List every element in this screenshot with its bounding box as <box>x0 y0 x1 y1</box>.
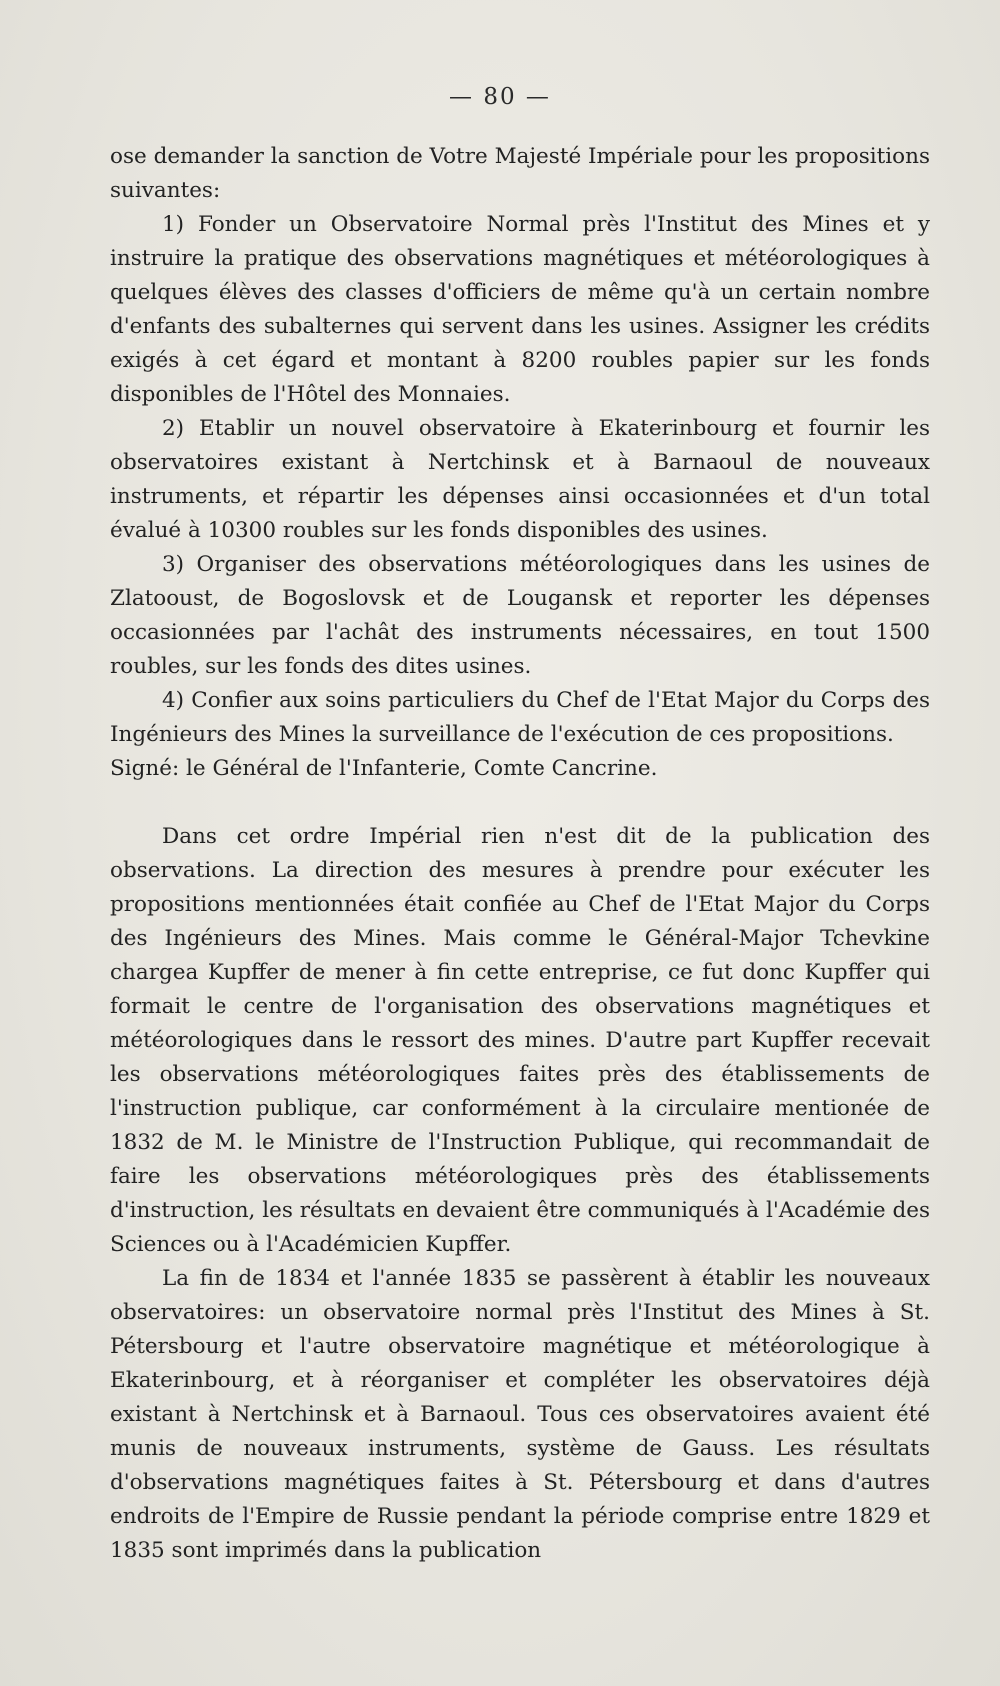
intro-paragraph: ose demander la sanction de Votre Majesté Impériale pour les propositions suivantes: <box>110 144 930 203</box>
proposal-item-4: 4) Confier aux soins particuliers du Chef de l'Etat Major du Corps des Ingénieurs des Mines la surveillance de l'exécution de ces propositions. <box>110 688 930 747</box>
page-number: — 80 — <box>449 84 551 110</box>
body-paragraph-1: Dans cet ordre Impérial rien n'est dit de la publication des observations. La direction des mesures à prendre pour exécuter les propositions mentionnées était confiée au Chef de l'Etat Major du Corps des Ingénieurs des Mines. Mais comme le Général-Major Tchevkine chargea Kupffer de mener à fin cette entreprise, ce fut donc Kupffer qui formait le centre de l'organisation des observations magnétiques et météorologiques dans le ressort des mines. D'autre part Kupffer recevait les observations météorologiques faites près des établissements de l'instruction publique, car conformément à la circulaire mentionée de 1832 de M. le Ministre de l'Instruction Publique, qui recommandait de faire les observations météorologiques près des établissements d'instruction, les résultats en devaient être communiqués à l'Académie des Sciences ou à l'Académicien Kupffer. <box>110 824 930 1257</box>
body-paragraph-2: La fin de 1834 et l'année 1835 se passèrent à établir les nouveaux observatoires: un observatoire normal près l'Institut des Mines à St. Pétersbourg et l'autre observatoire magnétique et météorologique à Ekaterinbourg, et à réorganiser et compléter les observatoires déjà existant à Nertchinsk et à Barnaoul. Tous ces observatoires avaient été munis de nouveaux instruments, système de Gauss. Les résultats d'observations magnétiques faites à St. Pétersbourg et dans d'autres endroits de l'Empire de Russie pendant la période comprise entre 1829 et 1835 sont imprimés dans la publication <box>110 1266 930 1563</box>
signature-line: Signé: le Général de l'Infanterie, Comte Cancrine. <box>110 756 658 781</box>
proposal-item-3: 3) Organiser des observations météorologiques dans les usines de Zlatooust, de Bogoslovsk et de Lougansk et reporter les dépenses occasionnées par l'achât des instruments nécessaires, en tout 1500 roubles, sur les fonds des dites usines. <box>110 552 930 679</box>
proposal-item-1: 1) Fonder un Observatoire Normal près l'Institut des Mines et y instruire la pratique des observations magnétiques et météorologiques à quelques élèves des classes d'officiers de même qu'à un certain nombre d'enfants des subalternes qui servent dans les usines. Assigner les crédits exigés à cet égard et montant à 8200 roubles papier sur les fonds disponibles de l'Hôtel des Monnaies. <box>110 212 930 407</box>
page-body <box>110 140 930 1568</box>
section-gap <box>110 786 930 820</box>
proposal-item-2: 2) Etablir un nouvel observatoire à Ekaterinbourg et fournir les observatoires existant à Nertchinsk et à Barnaoul de nouveaux instruments, et répartir les dépenses ainsi occasionnées et d'un total évalué à 10300 roubles sur les fonds disponibles des usines. <box>110 416 930 543</box>
